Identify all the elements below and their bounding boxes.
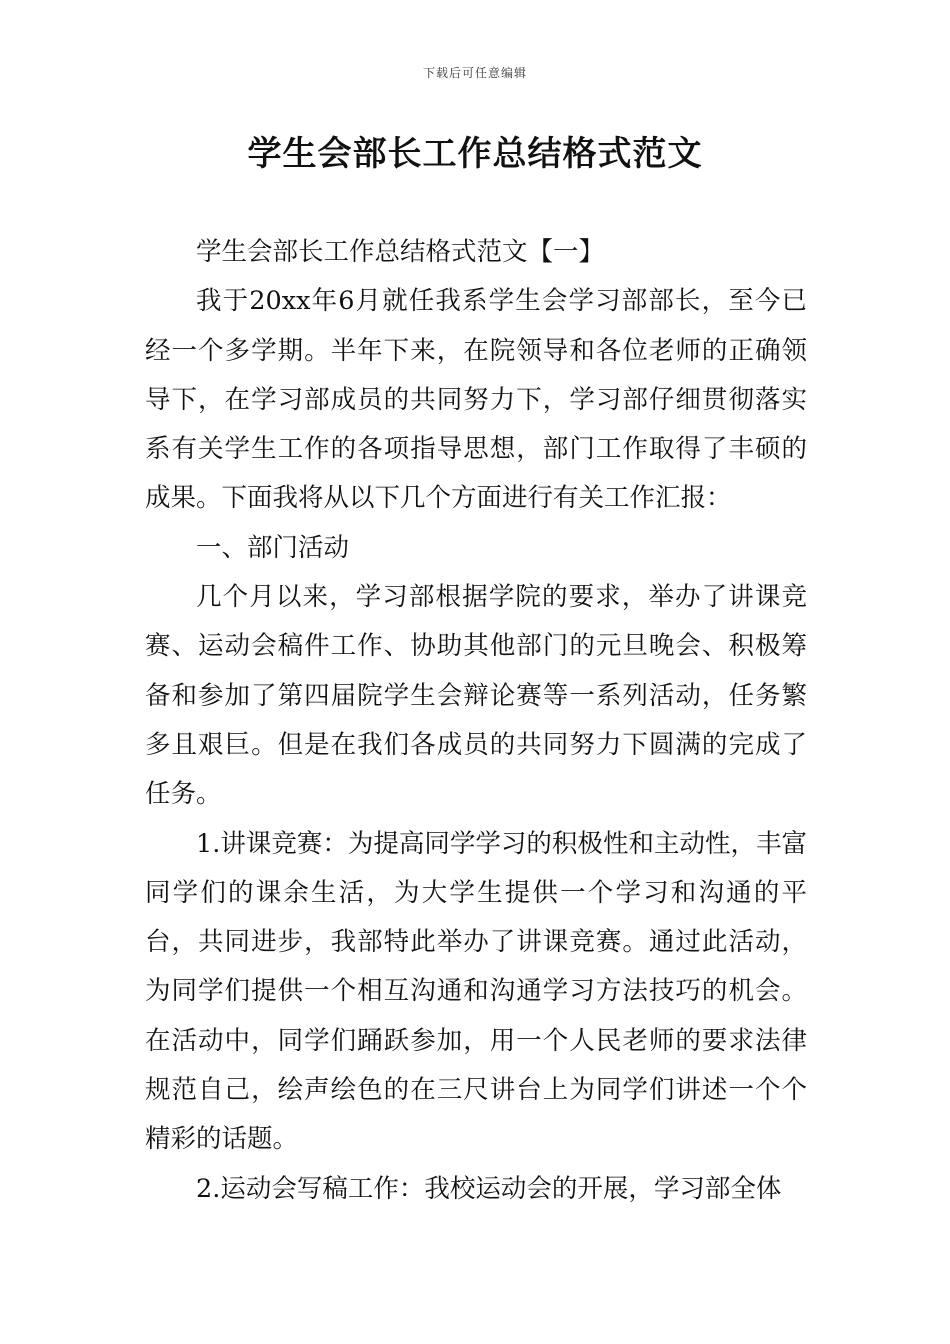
document-title: 学生会部长工作总结格式范文 — [247, 134, 703, 174]
paragraph-activities: 几个月以来，学习部根据学院的要求，举办了讲课竞赛、运动会稿件工作、协助其他部门的元旦晚会、积极筹备和参加了第四届院学生会辩论赛等一系列活动，任务繁多且艰巨。但是在我们各成员的共同努力下圆满的完成了任务。 — [145, 582, 807, 810]
paragraph-item-2: 2.运动会写稿工作：我校运动会的开展，学习部全体 — [196, 1173, 782, 1204]
section-heading: 一、部门活动 — [196, 532, 350, 563]
section-heading: 学生会部长工作总结格式范文【一】 — [196, 237, 605, 267]
document-body — [145, 228, 807, 1214]
paragraph-intro: 我于20xx年6月就任我系学生会学习部部长，至今已经一个多学期。半年下来，在院领导和各位老师的正确领导下，在学习部成员的共同努力下，学习部仔细贯彻落实系有关学生工作的各项指导思想，部门工作取得了丰硕的成果。下面我将从以下几个方面进行有关工作汇报： — [145, 286, 807, 514]
header-note: 下载后可任意编辑 — [422, 66, 527, 80]
paragraph-item-1: 1.讲课竞赛：为提高同学学习的积极性和主动性，丰富同学们的课余生活，为大学生提供一个学习和沟通的平台，共同进步，我部特此举办了讲课竞赛。通过此活动，为同学们提供一个相互沟通和沟通学习方法技巧的机会。在活动中，同学们踊跃参加，用一个人民老师的要求法律规范自己，绘声绘色的在三尺讲台上为同学们讲述一个个精彩的话题。 — [145, 828, 807, 1155]
